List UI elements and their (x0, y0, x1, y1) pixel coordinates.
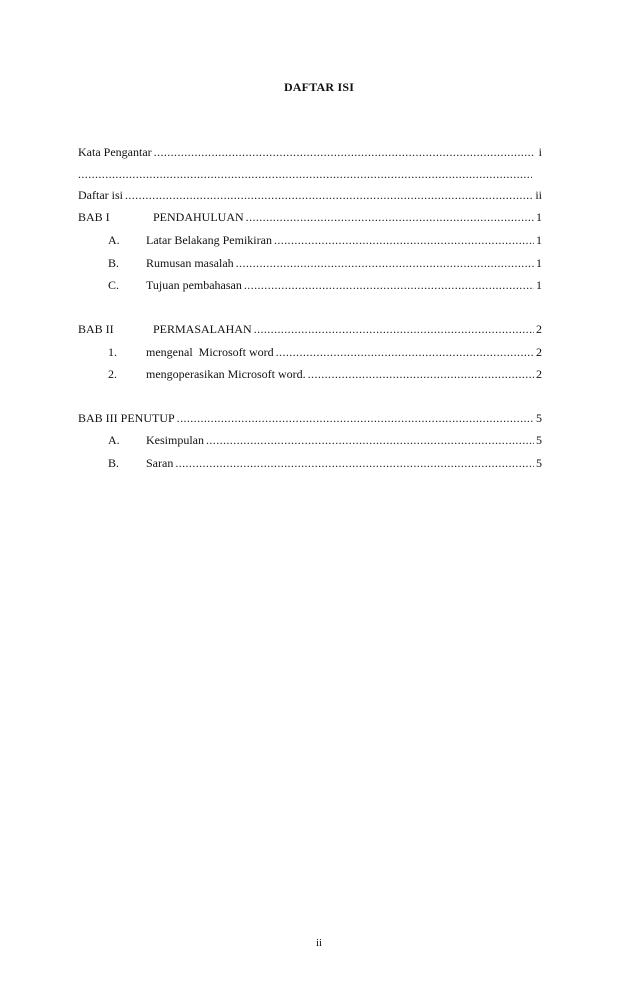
toc-leader-dots (254, 321, 534, 337)
toc-page-number: 2 (536, 367, 542, 381)
toc-leader-dots (244, 277, 534, 293)
toc-leader-dots (274, 232, 534, 248)
toc-entry-label: mengoperasikan Microsoft word. (146, 367, 306, 381)
toc-subentry-bab-3-b[interactable] (108, 455, 542, 471)
toc-item-number: B. (108, 256, 120, 270)
toc-page-number: i (538, 145, 542, 159)
toc-entry-kata-pengantar[interactable] (78, 144, 542, 160)
toc-entry-label: Kesimpulan (146, 433, 204, 447)
toc-entry-label: PERMASALAHAN (153, 322, 252, 336)
toc-entry-label: Kata Pengantar (78, 145, 152, 159)
toc-page-number: 5 (536, 411, 542, 425)
toc-entry-bab-2[interactable] (78, 321, 542, 337)
toc-subentry-bab-2-1[interactable] (108, 344, 542, 360)
toc-leader-dots (154, 144, 534, 160)
toc-item-number: C. (108, 278, 120, 292)
toc-entry-label: Rumusan masalah (146, 256, 234, 270)
toc-entry-label: PENDAHULUAN (153, 210, 244, 224)
toc-item-number: 2. (108, 367, 117, 381)
toc-entry-bab-1[interactable] (78, 209, 542, 225)
toc-entry-label: Tujuan pembahasan (146, 278, 242, 292)
toc-entry-daftar-isi[interactable] (78, 187, 542, 203)
toc-subentry-bab-1-c[interactable] (108, 277, 542, 293)
toc-entry-label: mengenal Microsoft word (146, 345, 274, 359)
toc-leader-dots-continuation (78, 166, 532, 182)
toc-leader-dots (236, 255, 534, 271)
toc-page-number: 2 (536, 345, 542, 359)
toc-chapter-number: BAB II (78, 322, 114, 336)
toc-leader-dots (276, 344, 534, 360)
toc-item-number: A. (108, 233, 120, 247)
toc-leader-dots (177, 410, 534, 426)
toc-leader-dots (175, 455, 534, 471)
toc-page-number: 2 (536, 322, 542, 336)
toc-entry-label: Latar Belakang Pemikiran (146, 233, 272, 247)
toc-leader-dots (206, 432, 534, 448)
toc-page-number: 5 (536, 456, 542, 470)
toc-page-number: 1 (536, 210, 542, 224)
toc-page-number: 5 (536, 433, 542, 447)
toc-subentry-bab-2-2[interactable] (108, 366, 542, 382)
footer-page-number: ii (315, 937, 323, 949)
toc-subentry-bab-1-b[interactable] (108, 255, 542, 271)
toc-subentry-bab-3-a[interactable] (108, 432, 542, 448)
toc-page-number: 1 (536, 233, 542, 247)
toc-entry-label: Daftar isi (78, 188, 123, 202)
toc-page-number: ii (535, 188, 542, 202)
toc-entry-bab-3[interactable] (78, 410, 542, 426)
toc-entry-label: Saran (146, 456, 174, 470)
toc-subentry-bab-1-a[interactable] (108, 232, 542, 248)
toc-page-number: 1 (536, 278, 542, 292)
toc-item-number: 1. (108, 345, 117, 359)
toc-item-number: B. (108, 456, 120, 470)
toc-leader-dots (246, 209, 534, 225)
toc-page-number: 1 (536, 256, 542, 270)
toc-leader-dots (125, 187, 533, 203)
toc-leader-dots (308, 366, 534, 382)
toc-item-number: A. (108, 433, 120, 447)
toc-chapter-number: BAB I (78, 210, 110, 224)
toc-entry-label: BAB III PENUTUP (78, 411, 175, 425)
page-title: DAFTAR ISI (283, 80, 355, 94)
